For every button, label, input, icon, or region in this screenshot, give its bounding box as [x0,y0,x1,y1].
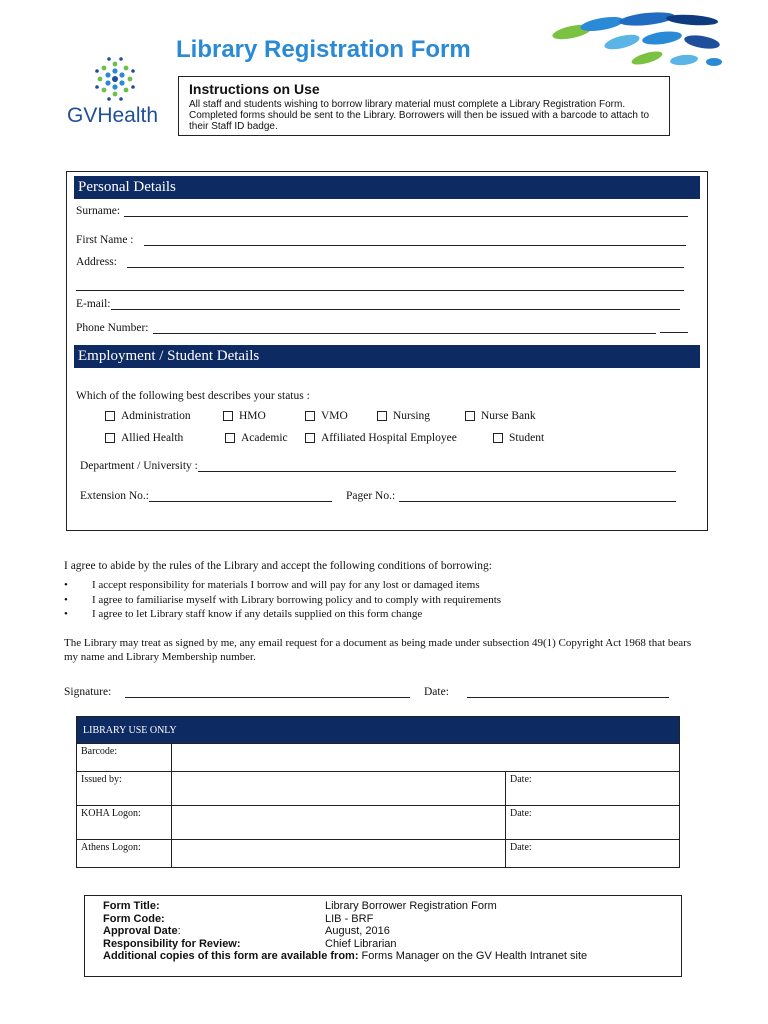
approval-colon: : [177,925,181,937]
checkbox-icon [493,433,503,443]
extension-label: Extension No.: [80,490,149,502]
issued-by-cell[interactable] [172,772,506,806]
date-field[interactable] [424,686,669,698]
phone-label: Phone Number: [76,322,149,334]
koha-label: KOHA Logon: [77,806,172,840]
status-option-vmo[interactable] [305,410,348,422]
copyright-note: The Library may treat as signed by me, any email request for a document as being made under subsection 49(1) Copyright Act 1968 that bears my name and Library Membership number. [64,637,692,663]
issued-date-cell[interactable]: Date: [506,772,680,806]
signature-field[interactable] [64,686,410,698]
checkbox-icon [305,411,315,421]
address-label: Address: [76,256,117,268]
option-label: Student [509,432,545,444]
checkbox-icon [305,433,315,443]
approval-label: Approval Date [103,925,178,937]
form-title-label: Form Title: [103,900,160,912]
email-label: E-mail: [76,298,111,310]
surname-label: Surname: [76,205,121,217]
status-option-hmo[interactable] [223,410,266,422]
option-label: Nurse Bank [481,410,536,422]
barcode-cell[interactable] [172,744,680,772]
first-name-label: First Name : [76,234,134,246]
status-option-allied-health[interactable] [105,432,183,444]
option-label: Allied Health [121,432,184,444]
athens-date-cell[interactable]: Date: [506,840,680,868]
pager-field[interactable] [346,490,676,502]
email-field[interactable] [76,298,680,310]
instructions-body: All staff and students wishing to borrow library material must complete a Library Registration Form. Completed forms should be sent to the Library. Borrowers will then be issued with a barcode to attach to their Staff ID badge. [189,99,650,132]
status-option-nursing[interactable] [377,410,430,422]
first-name-field[interactable] [76,234,686,246]
surname-field[interactable] [76,205,688,217]
department-field[interactable] [80,460,676,472]
status-option-academic[interactable] [225,432,288,444]
option-label: Affiliated Hospital Employee [321,432,457,444]
option-label: Academic [241,432,288,444]
checkbox-icon [377,411,387,421]
approval-value: August, 2016 [325,925,390,937]
library-use-header: LIBRARY USE ONLY [77,717,680,744]
athens-label: Athens Logon: [77,840,172,868]
status-option-nurse-bank[interactable] [465,410,536,422]
list-item: • I agree to let Library staff know if any details supplied on this form change [64,608,423,620]
status-option-affiliated[interactable] [305,432,457,444]
koha-date-cell[interactable]: Date: [506,806,680,840]
list-item: • I agree to familiarise myself with Library borrowing policy and to comply with requirements [64,593,502,606]
checkbox-icon [465,411,475,421]
checkbox-icon [105,411,115,421]
option-label: VMO [321,410,348,422]
status-option-student[interactable] [493,432,544,444]
page-title: Library Registration Form [176,36,471,63]
personal-details-header: Personal Details [74,176,700,199]
form-info-box [84,895,682,977]
issued-by-label: Issued by: [77,772,172,806]
date-label: Date: [424,686,449,698]
pager-label: Pager No.: [346,490,396,502]
koha-cell[interactable] [172,806,506,840]
department-label: Department / University : [80,460,198,472]
status-option-administration[interactable] [105,410,191,422]
copies-value: Forms Manager on the GV Health Intranet site [358,950,588,962]
status-question: Which of the following best describes your status : [76,390,310,402]
details-panel [66,171,708,531]
option-label: HMO [239,410,266,422]
form-code-value: LIB - BRF [325,912,374,925]
address-field[interactable] [76,256,684,268]
condition-text: I agree to familiarise myself with Library borrowing policy and to comply with requirements [92,593,502,606]
barcode-label: Barcode: [77,744,172,772]
athens-cell[interactable] [172,840,506,868]
list-item: • I accept responsibility for materials I borrow and will pay for any lost or damaged items [64,579,480,591]
employment-details-header: Employment / Student Details [74,345,700,368]
signature-label: Signature: [64,686,112,698]
option-label: Nursing [393,410,431,422]
library-use-table [76,716,680,868]
phone-field[interactable] [76,322,656,334]
checkbox-icon [223,411,233,421]
form-title-value: Library Borrower Registration Form [325,900,497,912]
decorative-waves-icon [552,10,722,70]
condition-text: I agree to let Library staff know if any details supplied on this form change [92,608,423,620]
copies-label: Additional copies of this form are available from: [103,950,359,962]
address-line-2[interactable] [76,280,684,291]
agreement-intro: I agree to abide by the rules of the Library and accept the following conditions of borrowing: [64,560,492,572]
checkbox-icon [105,433,115,443]
condition-text: I accept responsibility for materials I borrow and will pay for any lost or damaged items [92,579,480,591]
logo-text: GVHealth [67,104,159,127]
responsibility-label: Responsibility for Review: [103,937,241,950]
instructions-box [178,76,670,136]
form-code-label: Form Code: [103,912,165,925]
checkbox-icon [225,433,235,443]
phone-extra-line[interactable] [660,332,688,333]
instructions-heading: Instructions on Use [189,81,320,97]
extension-field[interactable] [80,490,332,502]
responsibility-value: Chief Librarian [325,937,397,950]
conditions-list [64,578,501,622]
option-label: Administration [121,410,191,422]
